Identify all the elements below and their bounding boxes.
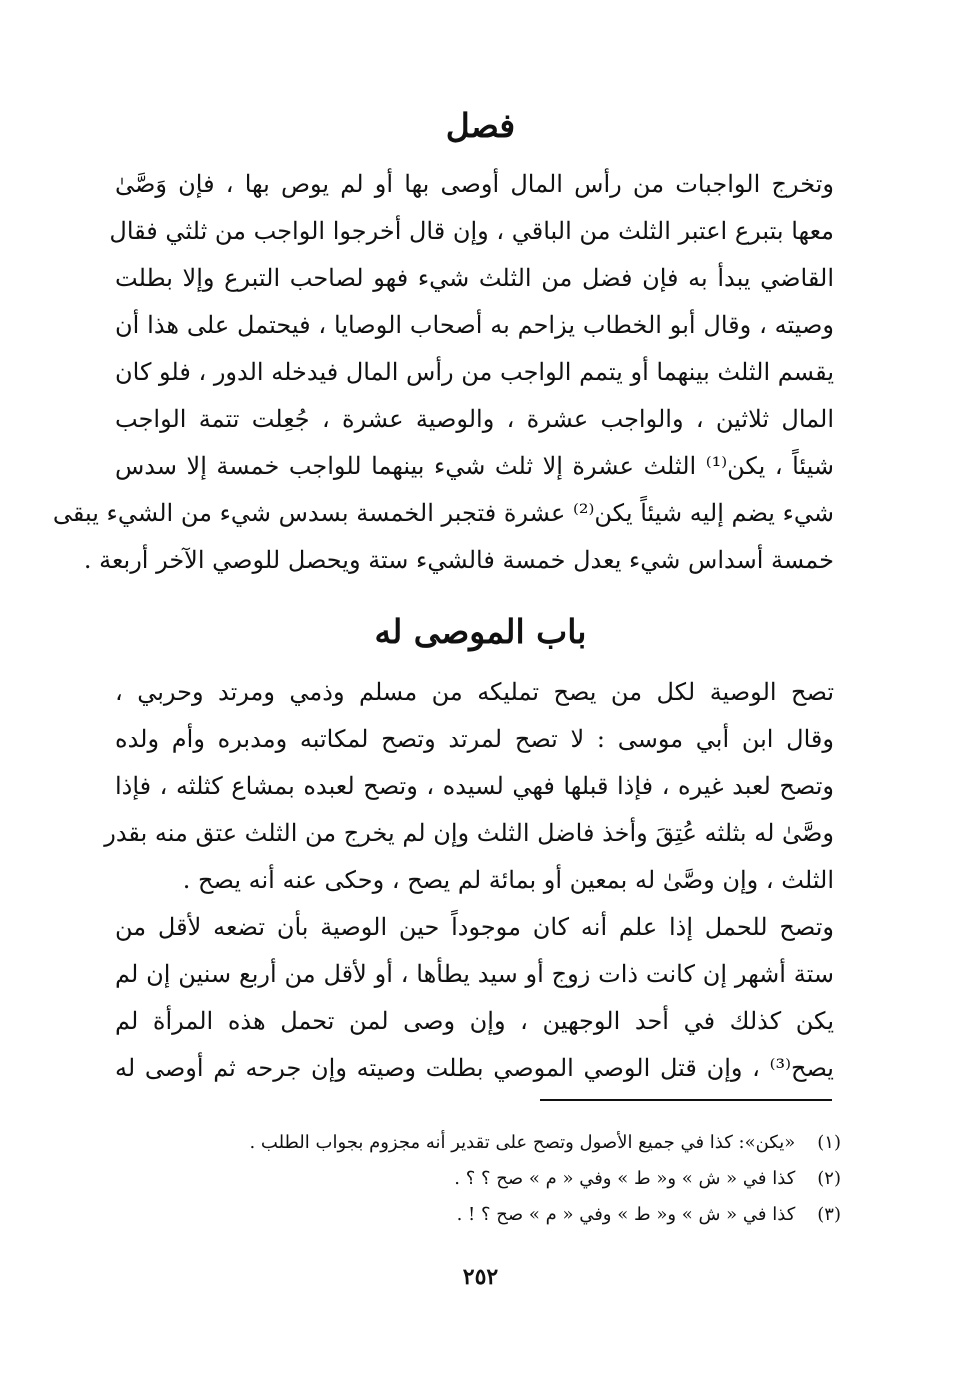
text-line: خمسة أسداس شيء يعدل خمسة فالشيء ستة ويحصل للوصي الآخر أربعة .: [83, 546, 834, 574]
text-line: الثلث ، وإن وصَّىٰ له بمعين أو بمائة لم يصح ، وحكى عنه أنه يصح .: [182, 866, 834, 894]
footnote: [115, 1197, 841, 1233]
text-line: يصح⁽³⁾ ، وإن قتل الوصي الموصي بطلت وصيته وإن جرحه ثم أوصى له: [115, 1054, 834, 1082]
footnote-number: (١): [817, 1132, 841, 1153]
text-line: يقسم الثلث بينهما أو يتمم الواجب من رأس المال فيدخله الدور ، فلو كان: [115, 358, 834, 386]
text-line: شيء يضم إليه شيئاً يكن⁽²⁾ عشرة فتجبر الخمسة بسدس شيء من الشيء يبقى: [52, 499, 834, 527]
footnote: [115, 1161, 841, 1197]
text-line: وصيته ، وقال أبو الخطاب يزاحم به أصحاب الوصايا ، فيحتمل على هذا أن: [115, 311, 834, 339]
footnote-number: (٢): [817, 1168, 841, 1189]
footnote-text: «يكن»: كذا في جميع الأصول وتصح على تقدير أنه مجزوم بجواب الطلب .: [249, 1132, 796, 1153]
footnotes: [115, 1125, 841, 1233]
footnote: [115, 1125, 841, 1161]
text-line: معها بتبرع اعتبر الثلث من الباقي ، وإن قال أخرجوا الواجب من ثلثي فقال: [109, 217, 834, 245]
text-line: وتصح لعبد غيره ، فإذا قبلها فهي لسيده ، وتصح لعبده بمشاع كثلثه ، فإذا: [115, 772, 834, 800]
footnote-divider: [540, 1099, 832, 1101]
footnote-text: كذا في « ش » و« ط » وفي « م » صح ؟ ؟ .: [454, 1168, 796, 1189]
text-line: المال ثلاثين ، والواجب عشرة ، والوصية عشرة ، جُعِلت تتمة الواجب: [115, 405, 834, 433]
text-line: وتخرج الواجبات من رأس المال أوصى بها أو لم يوص بها ، فإن وَصَّىٰ: [115, 170, 834, 198]
footnote-text: كذا في « ش » و« ط » وفي « م » صح ؟ ! .: [456, 1204, 796, 1225]
text-line: وقال ابن أبي موسى : لا تصح لمرتد وتصح لمكاتبه ومدبره وأم ولده: [115, 725, 834, 753]
text-line: ستة أشهر إن كانت ذات زوج أو سيد يطأها ، أو لأقل من أربع سنين إن لم: [115, 960, 834, 988]
text-line: شيئاً ، يكن⁽¹⁾ الثلث عشرة إلا ثلث شيء بينهما للواجب خمسة إلا سدس: [115, 452, 834, 480]
text-line: يكن كذلك في أحد الوجهين ، وإن وصى لمن تحمل هذه المرأة لم: [115, 1007, 834, 1035]
page-number: ٢٥٢: [462, 1264, 499, 1290]
section2-paragraph-1: [104, 669, 834, 904]
text-line: القاضي يبدأ به فإن فضل من الثلث شيء فهو لصاحب التبرع وإلا بطلت: [115, 264, 834, 292]
section-title-mousa-lahu: باب الموصى له: [374, 612, 587, 651]
text-line: وتصح للحمل إذا علم أنه كان موجوداً حين الوصية بأن تضعه لأقل من: [115, 913, 834, 941]
text-line: تصح الوصية لكل من يصح تمليكه من مسلم وذمي ومرتد وحربي ،: [115, 678, 834, 706]
section1-body: [52, 161, 834, 584]
footnote-number: (٣): [817, 1204, 841, 1225]
section2-paragraph-2: [115, 904, 834, 1092]
section-title-fasl: فصل: [445, 106, 516, 145]
text-line: وصَّىٰ له بثلثه عُتِقَ وأخذ فاضل الثلث وإن لم يخرج من الثلث عتق منه بقدر: [104, 819, 834, 847]
